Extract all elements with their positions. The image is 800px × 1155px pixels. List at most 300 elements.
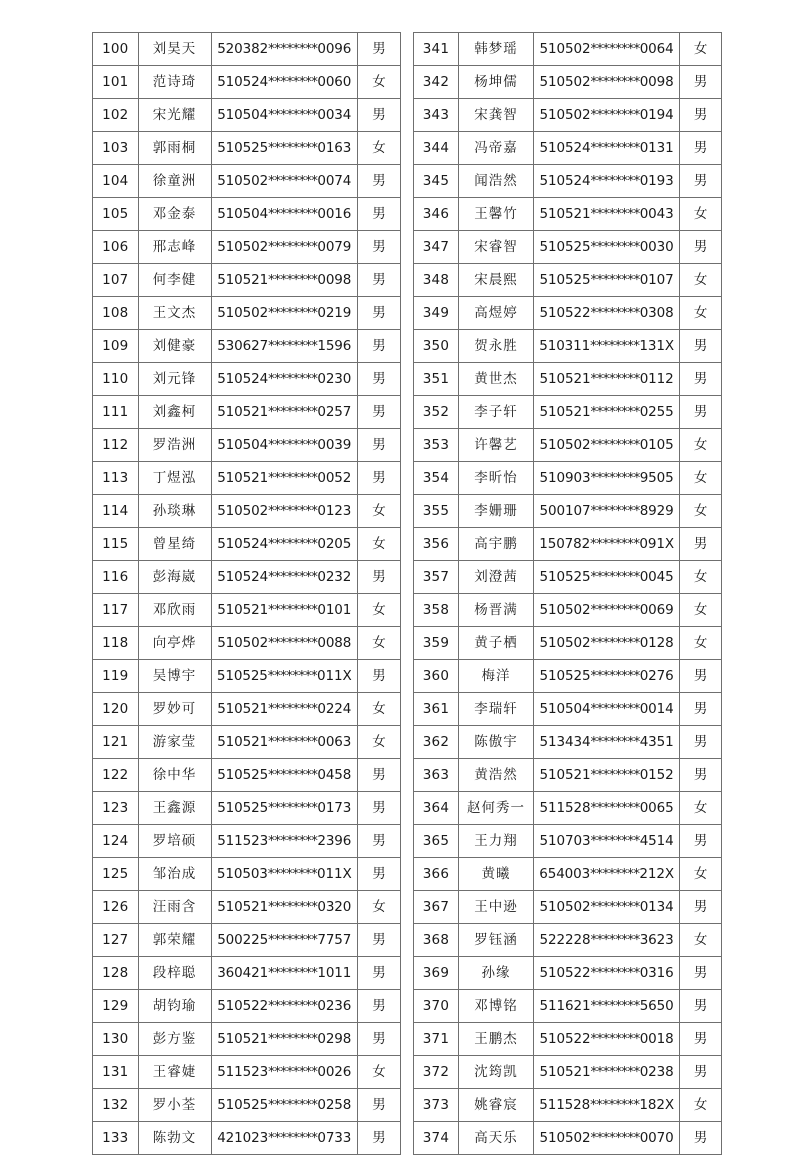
table-row — [414, 297, 722, 330]
id-mask: ******** — [590, 833, 640, 849]
id-mask: ******** — [268, 107, 318, 123]
cell-sequence-number: 127 — [93, 924, 139, 957]
id-suffix: 0060 — [317, 74, 352, 90]
cell-sequence-number: 346 — [414, 198, 459, 231]
id-mask: ******** — [268, 140, 318, 156]
cell-id-number — [211, 957, 357, 990]
cell-id-number — [211, 693, 357, 726]
id-suffix: 0098 — [639, 74, 674, 90]
cell-id-number — [211, 858, 357, 891]
cell-sequence-number: 343 — [414, 99, 459, 132]
cell-sex: 男 — [680, 1122, 722, 1155]
id-mask: ******** — [590, 800, 640, 816]
cell-person-name: 杨坤儒 — [458, 66, 533, 99]
id-mask: ******** — [268, 998, 318, 1014]
id-prefix: 510504 — [539, 701, 591, 717]
id-mask: ******** — [590, 701, 640, 717]
cell-id-number — [211, 66, 357, 99]
table-row — [414, 231, 722, 264]
table-row — [414, 924, 722, 957]
id-mask: ******** — [590, 371, 640, 387]
cell-sequence-number: 374 — [414, 1122, 459, 1155]
id-suffix: 4514 — [639, 833, 674, 849]
cell-id-number — [534, 561, 680, 594]
id-prefix: 510502 — [539, 899, 591, 915]
id-prefix: 520382 — [217, 41, 269, 57]
cell-sex: 男 — [680, 66, 722, 99]
roster-table-right — [413, 32, 722, 1155]
id-prefix: 510502 — [217, 305, 269, 321]
cell-person-name: 邓欣雨 — [138, 594, 211, 627]
id-prefix: 510525 — [539, 272, 591, 288]
id-suffix: 0257 — [317, 404, 352, 420]
id-mask: ******** — [267, 668, 317, 684]
cell-sex: 男 — [357, 396, 400, 429]
table-row — [93, 858, 401, 891]
id-prefix: 511523 — [217, 833, 269, 849]
id-prefix: 510521 — [539, 206, 591, 222]
table-row — [93, 561, 401, 594]
table-row — [93, 1056, 401, 1089]
id-suffix: 0238 — [639, 1064, 674, 1080]
table-row — [93, 759, 401, 792]
cell-sex: 女 — [680, 33, 722, 66]
id-suffix: 9505 — [639, 470, 674, 486]
id-prefix: 510524 — [217, 371, 269, 387]
id-prefix: 511528 — [539, 800, 591, 816]
cell-sex: 男 — [357, 660, 400, 693]
table-row — [93, 627, 401, 660]
cell-sequence-number: 373 — [414, 1089, 459, 1122]
cell-sex: 女 — [357, 891, 400, 924]
cell-sex: 男 — [680, 891, 722, 924]
id-prefix: 510524 — [539, 140, 591, 156]
cell-person-name: 段梓聪 — [138, 957, 211, 990]
table-row — [93, 330, 401, 363]
cell-sex: 女 — [680, 627, 722, 660]
id-prefix: 510525 — [539, 569, 591, 585]
table-row — [93, 165, 401, 198]
cell-sex: 女 — [357, 528, 400, 561]
table-row — [414, 1056, 722, 1089]
cell-sex: 男 — [680, 99, 722, 132]
table-row — [414, 495, 722, 528]
cell-sex: 男 — [680, 660, 722, 693]
table-row — [93, 792, 401, 825]
cell-sequence-number: 128 — [93, 957, 139, 990]
cell-id-number — [534, 363, 680, 396]
cell-sex: 男 — [357, 759, 400, 792]
cell-id-number — [534, 726, 680, 759]
table-row — [93, 528, 401, 561]
id-suffix: 0045 — [639, 569, 674, 585]
id-mask: ******** — [590, 767, 640, 783]
cell-person-name: 宋龚智 — [458, 99, 533, 132]
cell-id-number — [534, 891, 680, 924]
id-mask: ******** — [590, 1130, 640, 1146]
id-mask: ******** — [268, 767, 318, 783]
cell-person-name: 曾星绮 — [138, 528, 211, 561]
id-suffix: 0101 — [317, 602, 352, 618]
id-prefix: 510502 — [539, 1130, 591, 1146]
cell-id-number — [534, 660, 680, 693]
cell-id-number — [211, 1122, 357, 1155]
cell-sex: 女 — [357, 66, 400, 99]
cell-person-name: 刘元锋 — [138, 363, 211, 396]
cell-sex: 男 — [357, 561, 400, 594]
table-row — [414, 363, 722, 396]
id-mask: ******** — [590, 140, 640, 156]
cell-person-name: 宋光耀 — [138, 99, 211, 132]
table-row — [93, 297, 401, 330]
cell-id-number — [211, 990, 357, 1023]
id-prefix: 510524 — [539, 173, 591, 189]
cell-sequence-number: 104 — [93, 165, 139, 198]
cell-sequence-number: 102 — [93, 99, 139, 132]
cell-sequence-number: 357 — [414, 561, 459, 594]
cell-sequence-number: 117 — [93, 594, 139, 627]
id-mask: ******** — [268, 503, 318, 519]
id-suffix: 0079 — [317, 239, 352, 255]
id-prefix: 510525 — [539, 668, 591, 684]
cell-id-number — [534, 759, 680, 792]
cell-sex: 男 — [357, 231, 400, 264]
cell-sequence-number: 108 — [93, 297, 139, 330]
id-prefix: 510525 — [217, 800, 269, 816]
id-mask: ******** — [590, 437, 640, 453]
cell-sex: 男 — [357, 297, 400, 330]
cell-sex: 男 — [357, 429, 400, 462]
table-row — [93, 990, 401, 1023]
cell-id-number — [211, 198, 357, 231]
table-row — [93, 660, 401, 693]
cell-sex: 女 — [357, 132, 400, 165]
cell-sequence-number: 358 — [414, 594, 459, 627]
cell-person-name: 汪雨含 — [138, 891, 211, 924]
id-suffix: 0134 — [639, 899, 674, 915]
cell-id-number — [534, 594, 680, 627]
cell-sequence-number: 122 — [93, 759, 139, 792]
cell-person-name: 孙琰琳 — [138, 495, 211, 528]
cell-person-name: 沈筠凯 — [458, 1056, 533, 1089]
id-suffix: 0123 — [317, 503, 352, 519]
id-mask: ******** — [268, 470, 318, 486]
id-mask: ******** — [268, 899, 318, 915]
id-suffix: 0733 — [317, 1130, 352, 1146]
cell-sex: 男 — [680, 231, 722, 264]
id-prefix: 500107 — [539, 503, 591, 519]
id-mask: ******** — [590, 74, 640, 90]
cell-person-name: 陈傲宇 — [458, 726, 533, 759]
id-mask: ******** — [590, 107, 640, 123]
cell-person-name: 赵何秀一 — [458, 792, 533, 825]
cell-id-number — [534, 264, 680, 297]
cell-sex: 男 — [357, 330, 400, 363]
table-row — [93, 1122, 401, 1155]
table-row — [414, 792, 722, 825]
cell-id-number — [211, 726, 357, 759]
id-mask: ******** — [268, 338, 318, 354]
id-mask: ******** — [268, 371, 318, 387]
cell-id-number — [534, 495, 680, 528]
roster-table-left-body — [93, 33, 401, 1155]
cell-sex: 女 — [680, 297, 722, 330]
id-suffix: 0230 — [317, 371, 352, 387]
table-row — [93, 33, 401, 66]
cell-sex: 男 — [357, 165, 400, 198]
id-suffix: 0194 — [639, 107, 674, 123]
table-row — [414, 693, 722, 726]
cell-person-name: 罗钰涵 — [458, 924, 533, 957]
id-mask: ******** — [268, 1130, 318, 1146]
id-mask: ******** — [590, 734, 640, 750]
table-row — [93, 231, 401, 264]
cell-sequence-number: 125 — [93, 858, 139, 891]
cell-sequence-number: 370 — [414, 990, 459, 1023]
cell-id-number — [534, 396, 680, 429]
cell-person-name: 罗浩洲 — [138, 429, 211, 462]
cell-id-number — [534, 66, 680, 99]
cell-id-number — [534, 1056, 680, 1089]
cell-id-number — [534, 924, 680, 957]
cell-id-number — [211, 264, 357, 297]
id-mask: ******** — [268, 701, 318, 717]
cell-person-name: 吴博宇 — [138, 660, 211, 693]
id-suffix: 0064 — [639, 41, 674, 57]
table-row — [414, 594, 722, 627]
id-mask: ******** — [590, 470, 640, 486]
cell-sex: 男 — [357, 1089, 400, 1122]
cell-person-name: 徐童洲 — [138, 165, 211, 198]
id-suffix: 0205 — [317, 536, 352, 552]
cell-person-name: 王力翔 — [458, 825, 533, 858]
id-prefix: 510521 — [539, 767, 591, 783]
table-row — [414, 957, 722, 990]
id-mask: ******** — [268, 173, 318, 189]
cell-id-number — [534, 33, 680, 66]
id-suffix: 7757 — [317, 932, 352, 948]
cell-sequence-number: 120 — [93, 693, 139, 726]
cell-sex: 男 — [357, 363, 400, 396]
id-prefix: 510525 — [217, 1097, 269, 1113]
id-prefix: 510502 — [539, 74, 591, 90]
id-suffix: 0034 — [317, 107, 352, 123]
id-suffix: 0105 — [639, 437, 674, 453]
cell-id-number — [211, 660, 357, 693]
id-prefix: 510521 — [217, 404, 269, 420]
table-row — [93, 495, 401, 528]
cell-sequence-number: 129 — [93, 990, 139, 1023]
cell-sequence-number: 356 — [414, 528, 459, 561]
cell-sequence-number: 114 — [93, 495, 139, 528]
cell-sex: 男 — [680, 1056, 722, 1089]
cell-person-name: 范诗琦 — [138, 66, 211, 99]
id-suffix: 0112 — [639, 371, 674, 387]
table-row — [93, 264, 401, 297]
id-prefix: 510525 — [217, 140, 269, 156]
id-mask: ******** — [268, 569, 318, 585]
id-suffix: 212X — [639, 866, 674, 882]
id-mask: ******** — [268, 206, 318, 222]
cell-id-number — [211, 825, 357, 858]
cell-id-number — [534, 1122, 680, 1155]
table-row — [93, 594, 401, 627]
id-mask: ******** — [590, 965, 640, 981]
cell-id-number — [211, 561, 357, 594]
cell-person-name: 王鑫源 — [138, 792, 211, 825]
cell-id-number — [211, 1056, 357, 1089]
id-prefix: 522228 — [539, 932, 591, 948]
id-suffix: 0096 — [317, 41, 352, 57]
cell-sequence-number: 111 — [93, 396, 139, 429]
cell-sex: 女 — [680, 858, 722, 891]
cell-sex: 男 — [680, 990, 722, 1023]
cell-sequence-number: 131 — [93, 1056, 139, 1089]
id-mask: ******** — [590, 536, 640, 552]
cell-id-number — [211, 495, 357, 528]
id-suffix: 0069 — [639, 602, 674, 618]
id-mask: ******** — [268, 932, 318, 948]
cell-person-name: 李昕怡 — [458, 462, 533, 495]
id-suffix: 0320 — [317, 899, 352, 915]
id-prefix: 510521 — [217, 272, 269, 288]
cell-sequence-number: 107 — [93, 264, 139, 297]
cell-id-number — [534, 858, 680, 891]
id-prefix: 510521 — [217, 734, 269, 750]
id-suffix: 5650 — [639, 998, 674, 1014]
table-row — [93, 198, 401, 231]
id-suffix: 0070 — [639, 1130, 674, 1146]
cell-sex: 男 — [357, 1122, 400, 1155]
id-mask: ******** — [590, 503, 640, 519]
id-suffix: 0173 — [317, 800, 352, 816]
cell-id-number — [534, 1089, 680, 1122]
cell-sex: 女 — [680, 1089, 722, 1122]
cell-person-name: 胡钧瑜 — [138, 990, 211, 1023]
id-prefix: 510522 — [539, 965, 591, 981]
cell-sequence-number: 341 — [414, 33, 459, 66]
id-prefix: 510521 — [217, 899, 269, 915]
cell-id-number — [211, 462, 357, 495]
cell-id-number — [211, 396, 357, 429]
cell-sex: 男 — [680, 165, 722, 198]
table-row — [414, 891, 722, 924]
table-row — [414, 33, 722, 66]
id-mask: ******** — [590, 668, 640, 684]
cell-sex: 男 — [357, 33, 400, 66]
id-prefix: 510502 — [539, 41, 591, 57]
id-mask: ******** — [268, 404, 318, 420]
id-prefix: 510521 — [539, 1064, 591, 1080]
cell-id-number — [211, 429, 357, 462]
cell-sequence-number: 351 — [414, 363, 459, 396]
id-mask: ******** — [590, 1031, 640, 1047]
id-mask: ******** — [268, 1064, 318, 1080]
id-mask: ******** — [268, 1031, 318, 1047]
id-prefix: 510525 — [217, 767, 269, 783]
cell-sex: 男 — [680, 825, 722, 858]
cell-sex: 男 — [357, 99, 400, 132]
cell-sex: 女 — [357, 627, 400, 660]
cell-person-name: 宋晨熙 — [458, 264, 533, 297]
cell-sex: 男 — [357, 1023, 400, 1056]
id-mask: ******** — [268, 734, 318, 750]
cell-id-number — [211, 792, 357, 825]
table-row — [93, 66, 401, 99]
cell-person-name: 韩梦瑶 — [458, 33, 533, 66]
cell-person-name: 李子轩 — [458, 396, 533, 429]
id-suffix: 0026 — [317, 1064, 352, 1080]
id-prefix: 360421 — [217, 965, 269, 981]
id-suffix: 0236 — [317, 998, 352, 1014]
cell-sequence-number: 366 — [414, 858, 459, 891]
id-mask: ******** — [590, 1064, 640, 1080]
id-suffix: 091X — [639, 536, 674, 552]
cell-person-name: 黄子栖 — [458, 627, 533, 660]
cell-id-number — [211, 627, 357, 660]
id-prefix: 511523 — [217, 1064, 269, 1080]
cell-id-number — [534, 1023, 680, 1056]
table-row — [414, 726, 722, 759]
id-mask: ******** — [590, 932, 640, 948]
id-suffix: 0316 — [639, 965, 674, 981]
cell-id-number — [211, 165, 357, 198]
cell-sex: 男 — [357, 264, 400, 297]
cell-sequence-number: 106 — [93, 231, 139, 264]
id-prefix: 510524 — [217, 536, 269, 552]
id-suffix: 0258 — [317, 1097, 352, 1113]
cell-id-number — [534, 792, 680, 825]
table-row — [93, 396, 401, 429]
table-row — [414, 528, 722, 561]
cell-person-name: 宋睿智 — [458, 231, 533, 264]
cell-sex: 男 — [680, 957, 722, 990]
id-mask: ******** — [590, 173, 640, 189]
id-suffix: 0255 — [639, 404, 674, 420]
cell-sequence-number: 119 — [93, 660, 139, 693]
cell-id-number — [211, 99, 357, 132]
id-suffix: 0276 — [639, 668, 674, 684]
id-prefix: 510521 — [539, 371, 591, 387]
cell-id-number — [534, 99, 680, 132]
id-suffix: 011X — [317, 668, 352, 684]
cell-person-name: 王鹏杰 — [458, 1023, 533, 1056]
cell-person-name: 邹治成 — [138, 858, 211, 891]
cell-sequence-number: 342 — [414, 66, 459, 99]
cell-sequence-number: 124 — [93, 825, 139, 858]
table-row — [414, 198, 722, 231]
cell-person-name: 向亭烨 — [138, 627, 211, 660]
id-suffix: 0063 — [317, 734, 352, 750]
cell-sex: 女 — [680, 561, 722, 594]
cell-person-name: 梅洋 — [458, 660, 533, 693]
id-suffix: 182X — [639, 1097, 674, 1113]
id-mask: ******** — [268, 1097, 318, 1113]
cell-id-number — [211, 363, 357, 396]
id-mask: ******** — [590, 272, 640, 288]
id-mask: ******** — [590, 569, 640, 585]
cell-sequence-number: 100 — [93, 33, 139, 66]
cell-sequence-number: 113 — [93, 462, 139, 495]
cell-id-number — [211, 528, 357, 561]
id-mask: ******** — [268, 536, 318, 552]
cell-sex: 男 — [680, 726, 722, 759]
cell-person-name: 冯帝嘉 — [458, 132, 533, 165]
id-prefix: 500225 — [217, 932, 269, 948]
table-row — [93, 363, 401, 396]
cell-person-name: 高天乐 — [458, 1122, 533, 1155]
cell-person-name: 高宇鹏 — [458, 528, 533, 561]
